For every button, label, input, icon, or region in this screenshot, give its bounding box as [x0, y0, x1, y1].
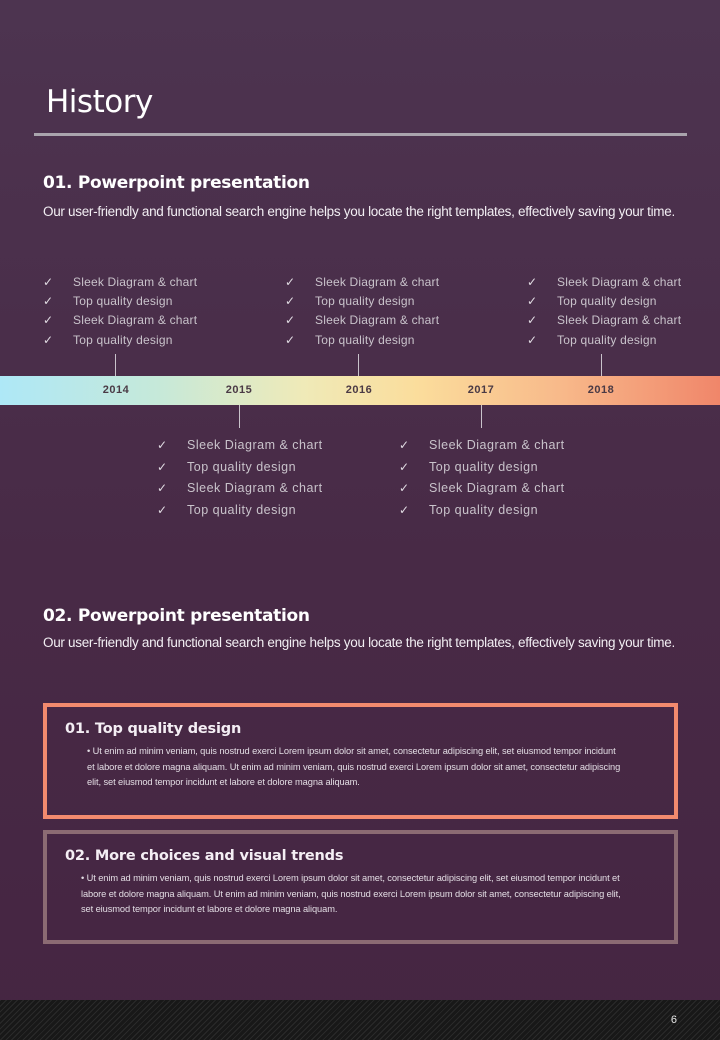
check-icon: ✓ [285, 313, 296, 328]
checklist-item: ✓ Top quality design [157, 502, 297, 517]
checklist-item: ✓ Top quality design [527, 332, 657, 347]
checklist-item: ✓ Top quality design [399, 502, 539, 517]
checklist-item: ✓ Sleek Diagram & chart [527, 313, 682, 328]
check-icon: ✓ [527, 313, 538, 328]
check-icon: ✓ [157, 437, 168, 452]
connector-line-2017 [481, 405, 482, 428]
section1-description: Our user-friendly and functional search engine helps you locate the right templates, effectively saving your time. [43, 204, 675, 219]
checklist-2017 [399, 434, 565, 521]
checklist-item: ✓ Sleek Diagram & chart [285, 313, 440, 328]
check-icon: ✓ [157, 459, 168, 474]
check-icon: ✓ [43, 332, 54, 347]
feature-box-title: 01. Top quality design [65, 721, 242, 737]
check-icon: ✓ [157, 481, 168, 496]
year-label-2018: 2018 [587, 384, 615, 396]
check-icon: ✓ [285, 293, 296, 308]
connector-line-2014 [115, 354, 116, 376]
checklist-item: ✓ Top quality design [43, 332, 173, 347]
checklist-item: ✓ Sleek Diagram & chart [399, 437, 565, 452]
checklist-2018 [527, 272, 681, 349]
year-label-2016: 2016 [345, 384, 373, 396]
section2-heading: 02. Powerpoint presentation [43, 606, 310, 626]
checklist-item: ✓ Sleek Diagram & chart [285, 274, 440, 289]
check-icon: ✓ [43, 274, 54, 289]
checklist-item: ✓ Top quality design [157, 459, 297, 474]
page-title: History [46, 84, 153, 120]
checklist-item: ✓ Sleek Diagram & chart [43, 313, 198, 328]
checklist-item: ✓ Top quality design [285, 293, 415, 308]
check-icon: ✓ [285, 274, 296, 289]
feature-box-1 [43, 703, 678, 819]
check-icon: ✓ [399, 437, 410, 452]
feature-box-title: 02. More choices and visual trends [65, 848, 344, 864]
feature-box-2 [43, 830, 678, 944]
check-icon: ✓ [527, 332, 538, 347]
section2-description: Our user-friendly and functional search engine helps you locate the right templates, effectively saving your time. [43, 635, 675, 650]
check-icon: ✓ [43, 293, 54, 308]
check-icon: ✓ [399, 502, 410, 517]
checklist-item: ✓ Sleek Diagram & chart [43, 274, 198, 289]
checklist-item: ✓ Top quality design [43, 293, 173, 308]
checklist-item: ✓ Sleek Diagram & chart [527, 274, 682, 289]
year-label-2015: 2015 [225, 384, 253, 396]
section1-heading: 01. Powerpoint presentation [43, 173, 310, 193]
check-icon: ✓ [399, 481, 410, 496]
checklist-item: ✓ Sleek Diagram & chart [157, 437, 323, 452]
checklist-item: ✓ Top quality design [399, 459, 539, 474]
page-number: 6 [670, 1014, 677, 1026]
checklist-item: ✓ Sleek Diagram & chart [399, 481, 565, 496]
checklist-2015 [157, 434, 323, 521]
year-label-2017: 2017 [467, 384, 495, 396]
check-icon: ✓ [399, 459, 410, 474]
title-divider [34, 133, 687, 136]
connector-line-2018 [601, 354, 602, 376]
feature-box-text: • Ut enim ad minim veniam, quis nostrud exerci Lorem ipsum dolor sit amet, consectetur adipiscing elit, set eiusmod tempor incidunt et labore et dolore magna aliquam. Ut enim ad minim veniam, quis nostrud exerci Lorem ipsum dolor sit amet, consectetur adipiscing elit, set eiusmod tempor incidunt et labore et dolore magna aliquam. [81, 873, 621, 914]
check-icon: ✓ [43, 313, 54, 328]
check-icon: ✓ [285, 332, 296, 347]
checklist-2016 [285, 272, 439, 349]
connector-line-2015 [239, 405, 240, 428]
footer-bar [0, 1000, 720, 1040]
check-icon: ✓ [157, 502, 168, 517]
connector-line-2016 [358, 354, 359, 376]
check-icon: ✓ [527, 293, 538, 308]
checklist-item: ✓ Sleek Diagram & chart [157, 481, 323, 496]
checklist-item: ✓ Top quality design [527, 293, 657, 308]
year-label-2014: 2014 [102, 384, 130, 396]
check-icon: ✓ [527, 274, 538, 289]
checklist-2014 [43, 272, 197, 349]
feature-box-text: • Ut enim ad minim veniam, quis nostrud exerci Lorem ipsum dolor sit amet, consectetur adipiscing elit, set eiusmod tempor incidunt et labore et dolore magna aliquam. Ut enim ad minim veniam, quis nostrud exerci Lorem ipsum dolor sit amet, consectetur adipiscing elit, set eiusmod tempor incidunt et labore et dolore magna aliquam. [87, 746, 621, 787]
checklist-item: ✓ Top quality design [285, 332, 415, 347]
